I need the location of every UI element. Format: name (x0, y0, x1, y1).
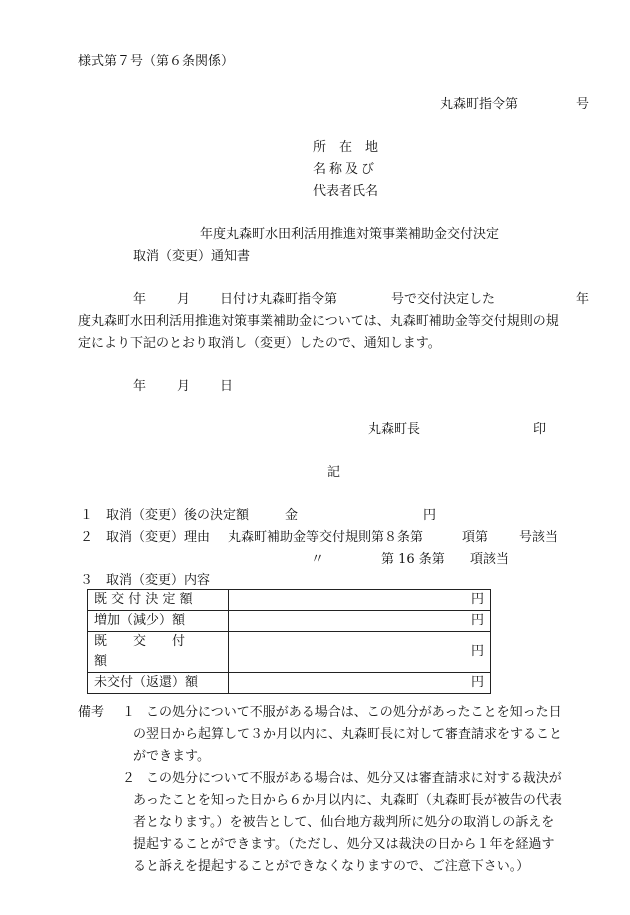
body-year: 年 (133, 292, 147, 307)
body-month: 月 (177, 292, 191, 307)
item3-label: 取消（変更）内容 (106, 573, 211, 588)
remarks-heading: 備考 (78, 705, 105, 720)
address-label: 所 在 地 (313, 140, 379, 155)
item2-ditto: 〃 (311, 552, 325, 567)
row-label: 既 交 付 額 (88, 632, 229, 673)
seal-mark: 印 (533, 422, 547, 437)
row-unit: 円 (229, 673, 491, 694)
body-line3: 定により下記のとおり取消し（変更）したので、通知します。 (78, 336, 441, 351)
table-row (88, 673, 491, 694)
remark1-line1: この処分について不服がある場合は、この処分があったことを知った日 (146, 705, 562, 720)
table-row (88, 590, 491, 611)
body-decision: 号で交付決定した (391, 292, 496, 307)
date-month: 月 (177, 379, 191, 394)
body-year2: 年 (576, 292, 590, 307)
item2-art16: 第 16 条第 (381, 552, 445, 567)
remark2-line4: 提起することができます。（ただし、処分又は裁決の日から１年を経過す (133, 837, 555, 852)
remark1-number: １ (122, 705, 136, 720)
doc-number-prefix: 丸森町指令第 (440, 97, 519, 112)
item2-rule: 丸森町補助金等交付規則第８条第 (228, 530, 424, 545)
date-day: 日 (220, 379, 234, 394)
doc-number-suffix: 号 (576, 97, 590, 112)
remark1-line2: の翌日から起算して３か月以内に、丸森町長に対して審査請求をすること (133, 727, 563, 742)
remark2-line1: この処分について不服がある場合は、処分又は審査請求に対する裁決が (146, 771, 562, 786)
row-unit: 円 (229, 611, 491, 632)
item1-yen: 円 (423, 508, 437, 523)
table-row (88, 611, 491, 632)
name-label: 名称及び (313, 162, 378, 177)
row-label: 未交付（返還）額 (88, 673, 229, 694)
remark2-number: ２ (122, 771, 136, 786)
title-line2: 取消（変更）通知書 (133, 249, 251, 264)
row-unit: 円 (229, 632, 491, 673)
row-label: 増加（減少）額 (88, 611, 229, 632)
body-line2: 度丸森町水田利活用推進対策事業補助金については、丸森町補助金等交付規則の規 (78, 314, 559, 329)
item1-kin: 金 (285, 508, 299, 523)
item1-label: 取消（変更）後の決定額 (106, 508, 250, 523)
item3-number: ３ (80, 573, 94, 588)
row-unit: 円 (229, 590, 491, 611)
item2-number: ２ (80, 530, 94, 545)
item2-label: 取消（変更）理由 (106, 530, 211, 545)
amount-table (87, 589, 491, 694)
ki-heading: 記 (327, 465, 341, 480)
title-line1: 年度丸森町水田利活用推進対策事業補助金交付決定 (200, 227, 500, 242)
issuer-name: 丸森町長 (368, 422, 421, 437)
item2-gou: 号該当 (519, 530, 559, 545)
item2-kou: 項第 (462, 530, 489, 545)
remark2-line5: ると訴えを提起することができなくなりますので、ご注意下さい。） (133, 859, 530, 874)
item2-kou2: 項該当 (470, 552, 510, 567)
row-label: 既 交 付 決 定 額 (88, 590, 229, 611)
remark1-line3: ができます。 (133, 749, 210, 764)
table-row (88, 632, 491, 673)
remark2-line2: あったことを知った日から６か月以内に、丸森町（丸森町長が被告の代表 (133, 793, 562, 808)
remark2-line3: 者となります。）を被告として、仙台地方裁判所に処分の取消しの訴えを (133, 815, 555, 830)
representative-label: 代表者氏名 (313, 184, 379, 199)
date-year: 年 (133, 379, 147, 394)
body-date-ref: 日付け丸森町指令第 (220, 292, 338, 307)
item1-number: １ (80, 508, 94, 523)
form-label: 様式第７号（第６条関係） (78, 54, 235, 69)
